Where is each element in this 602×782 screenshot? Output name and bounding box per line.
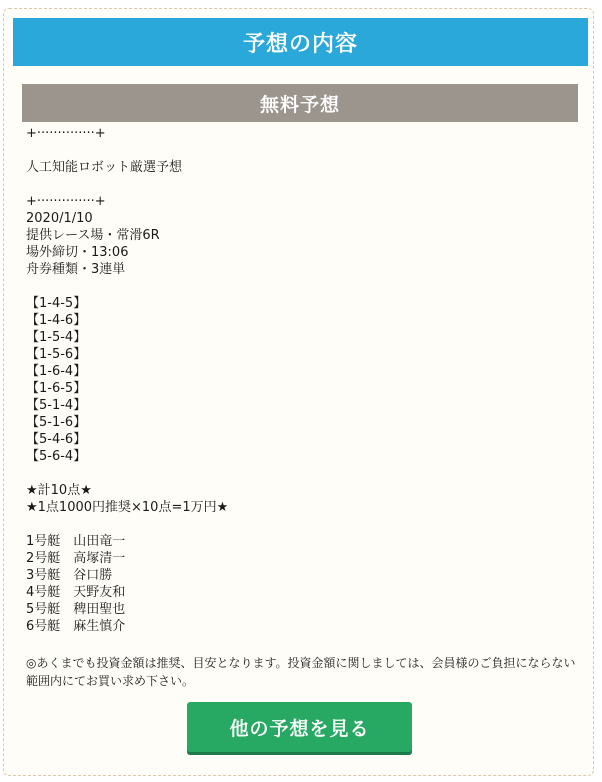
recommendation: ★1点1000円推奨×10点=1万円★ — [26, 500, 229, 515]
investment-note: ◎あくまでも投資金額は推奨、目安となります。投資金額に関しましては、会員様のご負担にならない範囲内にてお買い求め下さい。 — [26, 656, 576, 688]
section-title: 無料予想 — [22, 84, 578, 122]
race-deadline: 場外締切・13:06 — [26, 245, 129, 260]
racer-item: 6号艇 麻生慎介 — [26, 619, 126, 634]
combination-item: 【1-4-5】 — [26, 296, 87, 311]
page-title: 予想の内容 — [13, 18, 588, 66]
racer-item: 2号艇 高塚清一 — [26, 551, 126, 566]
divider-bottom: +··············+ — [26, 194, 106, 209]
divider-top: +··············+ — [26, 126, 106, 141]
racer-item: 5号艇 稗田聖也 — [26, 602, 126, 617]
combination-item: 【1-6-5】 — [26, 381, 87, 396]
combination-item: 【1-4-6】 — [26, 313, 87, 328]
race-venue: 提供レース場・常滑6R — [26, 228, 160, 243]
view-other-predictions-button[interactable]: 他の予想を見る — [187, 702, 412, 752]
prediction-content — [26, 125, 581, 635]
combination-item: 【5-4-6】 — [26, 432, 87, 447]
combination-item: 【5-1-6】 — [26, 415, 87, 430]
combination-item: 【5-6-4】 — [26, 449, 87, 464]
prediction-headline: 人工知能ロボット厳選予想 — [26, 160, 183, 175]
combination-item: 【1-5-4】 — [26, 330, 87, 345]
racer-item: 4号艇 天野友和 — [26, 585, 126, 600]
combination-item: 【1-5-6】 — [26, 347, 87, 362]
race-date: 2020/1/10 — [26, 211, 93, 226]
combination-item: 【1-6-4】 — [26, 364, 87, 379]
racer-item: 1号艇 山田竜一 — [26, 534, 126, 549]
ticket-type: 舟券種類・3連単 — [26, 262, 126, 277]
total-points: ★計10点★ — [26, 483, 92, 498]
racer-item: 3号艇 谷口勝 — [26, 568, 113, 583]
combination-item: 【5-1-4】 — [26, 398, 87, 413]
